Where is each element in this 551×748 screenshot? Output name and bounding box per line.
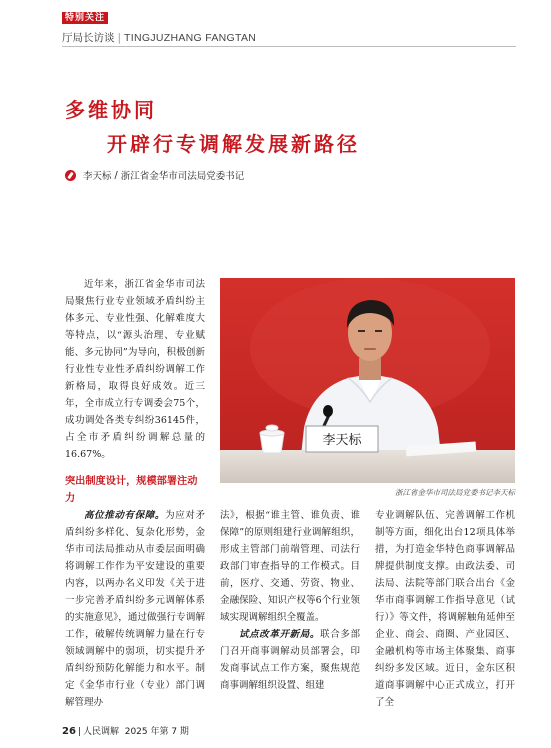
paragraph-body: 为应对矛盾纠纷多样化、复杂化形势，金华市司法局推动从市委层面明确将调解工作作为平安建设的重要内容，以两办名义印发《关于进一步完善矛盾纠纷多元调解体系的实施意见》，通过做强行专调解工作，破解传统调解力量在行专领域调解中的弱项，切实提升矛盾纠纷预防化解能力和水平。制定《金华市行业（专业）部门调解管理办: [65, 510, 205, 708]
body-column-1: [65, 507, 205, 711]
body-column-2: [220, 507, 360, 694]
column-pinyin: TINGJUZHANG FANGTAN: [124, 32, 257, 44]
paragraph: 专业调解队伍、完善调解工作机制等方面，细化出台12项具体举措，为打造金华特色商事调解品牌提供制度支撑。由政法委、司法局、法院等部门联合出台《金华市商事调解工作指导意见（试行）》等文件，将调解触角延伸至企业、商会、商圈、产业园区、金融机构等市场主体聚集、商事纠纷多发区域。近日，金东区积道商事调解中心正式成立，打开了全: [375, 510, 515, 708]
column-separator: |: [117, 32, 122, 44]
photo-caption: 浙江省金华市司法局党委书记李天标: [395, 488, 515, 497]
section-heading: 突出制度设计，规模部署注动力: [65, 476, 198, 504]
author-line: [65, 168, 244, 182]
page-footer: [62, 724, 189, 737]
author-separator: /: [111, 169, 121, 181]
paragraph: 法》，根据“谁主管、谁负责、谁保障”的原则组建行业调解组织，形成主管部门前端管理、司法行政部门审查指导的工作模式。目前，医疗、交通、劳资、物业、金融保险、知识产权等6个行业领域实现调解组织全覆盖。: [220, 510, 360, 623]
article-title-line1: 多维协同: [65, 98, 157, 122]
magazine-name: 人民调解: [82, 727, 119, 737]
paragraph: [220, 626, 360, 694]
page-number: 26: [62, 726, 76, 737]
photo-illustration: [220, 278, 515, 483]
header-rule: [62, 46, 516, 47]
paragraph-lead: 试点改革开新局。: [239, 629, 321, 640]
author-photo: [220, 278, 515, 483]
footer-separator: |: [77, 727, 81, 737]
lead-paragraph: [65, 276, 205, 463]
author-name: 李天标: [83, 171, 112, 182]
pen-icon: [65, 170, 76, 181]
paragraph-body: 联合多部门召开商事调解动员部署会，印发商事试点工作方案，聚焦规范商事调解组织设置、组建: [220, 629, 360, 691]
paragraph-lead: 高位推动有保障。: [84, 510, 166, 521]
author-position: 浙江省金华市司法局党委书记: [120, 171, 245, 182]
column-name: [62, 30, 256, 45]
column-tag: 特别关注: [62, 12, 108, 24]
article-title-line2: 开辟行专调解发展新路径: [107, 132, 360, 156]
lead-text: 近年来，浙江省金华市司法局聚焦行业专业领域矛盾纠纷主体多元、专业性强、化解难度大等特点，以“源头治理、专业赋能、多元协同”为导向，积极创新行业性专业性矛盾纠纷调解工作新格局，取得良好成效。近三年，全市成立行专调委会75个，成功调处各类专纠纷36145件，占全市矛盾纠纷调解总量的16.67%。: [65, 279, 205, 460]
column-name-text: 厅局长访谈: [62, 32, 115, 44]
nameplate-text: 李天标: [322, 433, 362, 448]
paragraph: [65, 507, 205, 711]
body-column-3: [375, 507, 515, 711]
issue-label: 2025 年第 7 期: [124, 727, 189, 737]
